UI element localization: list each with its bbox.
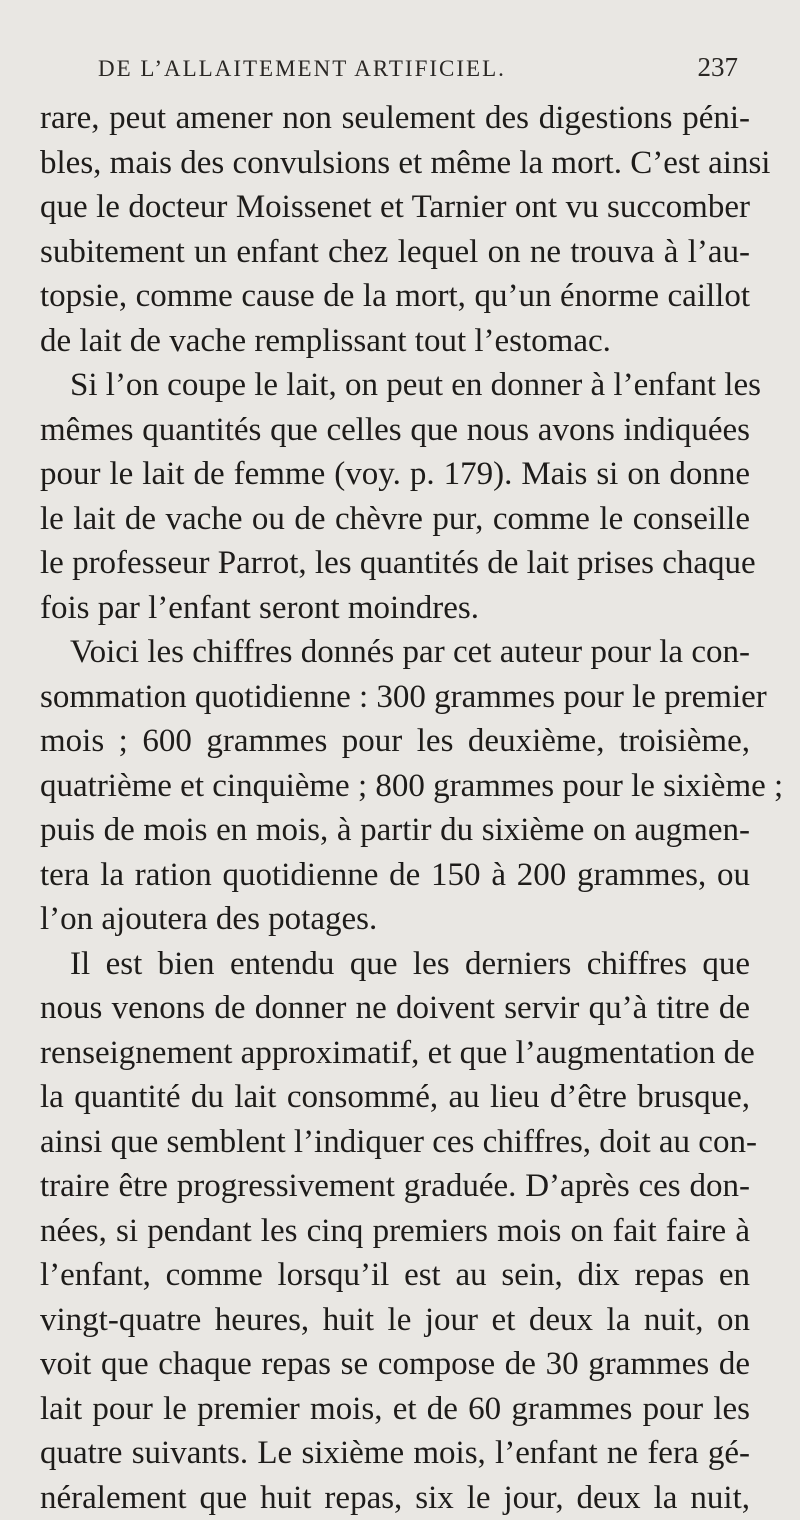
running-title: DE L’ALLAITEMENT ARTIFICIEL. [98,56,506,82]
running-head [98,52,738,82]
page-number: 237 [698,52,739,83]
text-line: tera la ration quotidienne de 150 à 200 grammes, ou [40,853,750,898]
text-line: topsie, comme cause de la mort, qu’un énorme caillot [40,274,750,319]
text-line: rare, peut amener non seulement des digestions péni- [40,96,750,141]
text-line: quatre suivants. Le sixième mois, l’enfant ne fera gé- [40,1431,750,1476]
text-line: fois par l’enfant seront moindres. [40,586,750,631]
text-line: le professeur Parrot, les quantités de lait prises chaque [40,541,750,586]
text-line: mêmes quantités que celles que nous avons indiquées [40,408,750,453]
text-line: lait pour le premier mois, et de 60 grammes pour les [40,1387,750,1432]
text-line: nous venons de donner ne doivent servir qu’à titre de [40,986,750,1031]
text-line: traire être progressivement graduée. D’après ces don- [40,1164,750,1209]
text-line: ainsi que semblent l’indiquer ces chiffres, doit au con- [40,1120,750,1165]
text-line: l’enfant, comme lorsqu’il est au sein, dix repas en [40,1253,750,1298]
text-line: sommation quotidienne : 300 grammes pour le premier [40,675,750,720]
text-line: voit que chaque repas se compose de 30 grammes de [40,1342,750,1387]
text-line: la quantité du lait consommé, au lieu d’être brusque, [40,1075,750,1120]
text-line: Il est bien entendu que les derniers chiffres que [40,942,750,987]
text-line: pour le lait de femme (voy. p. 179). Mais si on donne [40,452,750,497]
text-line: quatrième et cinquième ; 800 grammes pour le sixième ; [40,764,750,809]
text-line: puis de mois en mois, à partir du sixième on augmen- [40,808,750,853]
text-line: de lait de vache remplissant tout l’estomac. [40,319,750,364]
text-line: le lait de vache ou de chèvre pur, comme le conseille [40,497,750,542]
text-line: renseignement approximatif, et que l’augmentation de [40,1031,750,1076]
text-line: vingt-quatre heures, huit le jour et deux la nuit, on [40,1298,750,1343]
text-line: l’on ajoutera des potages. [40,897,750,942]
text-line: nées, si pendant les cinq premiers mois on fait faire à [40,1209,750,1254]
text-line: subitement un enfant chez lequel on ne trouva à l’au- [40,230,750,275]
text-line: bles, mais des convulsions et même la mort. C’est ainsi [40,141,750,186]
body-text [40,96,750,1520]
text-line: que le docteur Moissenet et Tarnier ont vu succomber [40,185,750,230]
text-line: Si l’on coupe le lait, on peut en donner à l’enfant les [40,363,750,408]
text-line: mois ; 600 grammes pour les deuxième, troisième, [40,719,750,764]
text-line: Voici les chiffres donnés par cet auteur pour la con- [40,630,750,675]
text-line: néralement que huit repas, six le jour, deux la nuit, [40,1476,750,1520]
